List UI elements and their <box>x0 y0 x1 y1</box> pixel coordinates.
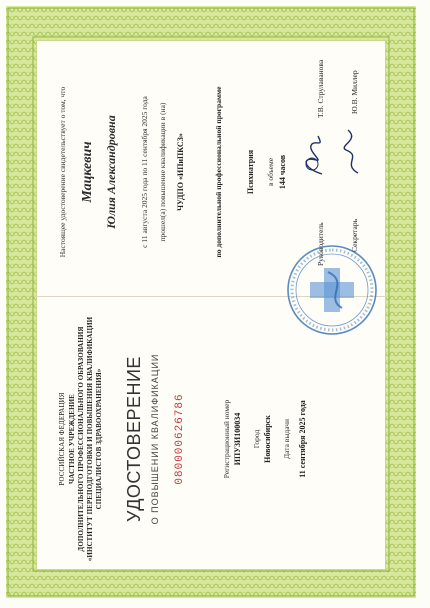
program-name: Психиатрия <box>246 149 255 195</box>
institution-short: ЧУДПО «ИПиПКСЗ» <box>176 133 185 211</box>
intro-text: Настоящее удостоверение свидетельствует о том, что <box>58 86 67 258</box>
secretary-signature <box>336 126 366 176</box>
program-intro: по дополнительной профессиональной программе <box>214 86 223 258</box>
given-name: Юлия Александровна <box>104 115 118 229</box>
head-label: Руководитель <box>316 222 325 266</box>
org-line-3: «ИНСТИТУТ ПЕРЕПОДГОТОВКИ И ПОВЫШЕНИЯ КВАЛИФИКАЦИИ <box>86 316 94 562</box>
certificate-content <box>36 40 384 568</box>
secretary-name: Ю.В. Миллер <box>350 70 359 114</box>
issue-date-label: Дата выдачи <box>282 418 291 460</box>
document-title: УДОСТОВЕРЕНИЕ <box>124 356 144 522</box>
city-label: Город <box>252 429 261 449</box>
city-value: Новосибирск <box>263 415 272 463</box>
secretary-label: Секретарь <box>350 218 359 252</box>
left-page <box>36 310 384 568</box>
head-signature <box>298 130 330 178</box>
volume-label: в объеме <box>266 157 275 187</box>
training-passed: прошел(а) повышение квалификации в (на) <box>158 102 167 242</box>
surname: Мацкевич <box>80 141 95 203</box>
issue-date-value: 11 сентября 2025 года <box>298 400 307 478</box>
training-period: с 11 августа 2025 года по 11 сентября 2025 года <box>140 96 149 248</box>
document-subtitle: О ПОВЫШЕНИИ КВАЛИФИКАЦИИ <box>150 353 160 525</box>
official-stamp <box>284 242 380 338</box>
reg-label: Регистрационный номер <box>222 399 231 479</box>
reg-number: ИПУ3И100034 <box>233 412 242 466</box>
org-line-2: ДОПОЛНИТЕЛЬНОГО ПРОФЕССИОНАЛЬНОГО ОБРАЗОВАНИЯ <box>77 326 85 552</box>
serial-number: 080000626786 <box>174 393 186 485</box>
country: РОССИЙСКАЯ ФЕДЕРАЦИЯ <box>58 392 66 486</box>
volume-value: 144 часов <box>278 154 287 190</box>
right-page <box>36 40 384 304</box>
head-name: Т.В. Струлаванова <box>316 59 325 118</box>
org-line-4: СПЕЦИАЛИСТОВ ЗДРАВООХРАНЕНИЯ» <box>95 368 103 510</box>
org-line-1: ЧАСТНОЕ УЧРЕЖДЕНИЕ <box>68 394 76 484</box>
